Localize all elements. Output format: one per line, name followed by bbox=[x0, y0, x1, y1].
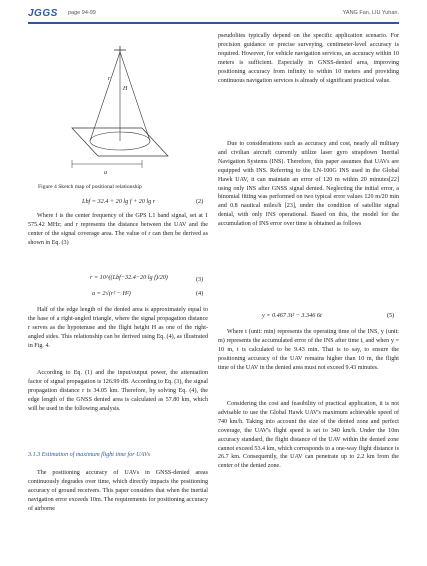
equation-2: Lbf = 32.4 + 20 lg f + 20 lg r bbox=[82, 198, 156, 205]
left-paragraph-1: Where f is the center frequency of the GPS L1 band signal, set at 1 575.42 MHz; and r represents the distance between the UAV and the center of the signal coverage area. The value of r can then be derived as shown in Eq. (3) bbox=[28, 213, 208, 246]
left-paragraph-4: The positioning accuracy of UAVs in GNSS-denied areas continuously degrades over time, which directly impacts the positioning accuracy of ground receivers. This paper considers that when the inertial navigation error exceeds 10m. The requirements for positioning accuracy of airborne bbox=[28, 470, 208, 512]
left-paragraph-2: Half of the edge length of the denied area is approximately equal to the base of a right-angled triangle, where the signal propagation distance r serves as the hypotenuse and the flight height H as one of the right-angled sides. This relationship can be derived using Eq. (4), as illustrated in Fig. 4. bbox=[28, 307, 208, 349]
right-paragraph-1: pseudolites typically depend on the specific application scenario. For precision guidance or precise surveying, centimeter-level accuracy is required. However, for vehicle navigation services, an accuracy within 10 meters is sufficient. Especially in GNSS-denied area, improving positioning accuracy from infinity to within 10 meters and providing continuous navigation services is already of significant practical value. bbox=[218, 33, 399, 84]
page-header bbox=[28, 8, 399, 22]
equation-4-number: (4) bbox=[196, 290, 204, 297]
right-paragraph-3: Where t (unit: min) represents the operating time of the INS, y (unit: m) represents the accumulated error of the INS after time t, and when y = 10 m, t is calculated to be 9.43 min. That is to say, to ensure the positioning accuracy of the UAV remains higher than 10 m, the flight time of the UAV in the denied area must not exceed 9.43 minutes. bbox=[218, 329, 399, 371]
equation-3: r = 10^((Lbf−32.4−20 lg f)/20) bbox=[90, 274, 168, 281]
equation-5: y = 0.467 3t² − 3.346 6t bbox=[262, 312, 322, 319]
right-paragraph-2: Due to considerations such as accuracy and cost, nearly all military and civilian aircraft currently utilize laser gyro strapdown Inertial Navigation Systems (INS). Therefore, this paper assumes that UAVs are equipped with INS. Referring to the LN-100G INS used in the Global Hawk UAV, it can maintain an error of 120 m within 20 minutes[22] using only INS after GNSS signal denied. Neglecting the initial error, a binomial fitting was performed on two typical error values 120 m/20 min and 0.8 nautical miles/h [23], under the condition of satellite signal denial, with only INS operational. Based on this, the model for the accumulation of INS error over time is obtained as follows bbox=[218, 141, 399, 228]
journal-logo: JGGS bbox=[28, 8, 58, 19]
label-a: a bbox=[104, 170, 107, 176]
right-paragraph-4: Considering the cost and feasibility of practical application, it is not advisable to use the Global Hawk UAV's maximum achievable speed of 740 km/h. Taking into account the size of the denied zone and perfect coverage, the UAV's flight speed is set to 340 km/h. Under the 10m accuracy standard, the flight distance of the UAV within the denied zone cannot exceed 53.4 km, which corresponds to a one-way flight distance is 26.7 km. Consequently, the UAV can penetrate up to 2.2 km from the center of the denied zone. bbox=[218, 401, 399, 470]
left-paragraph-3: According to Eq. (1) and the input/output power, the attenuation factor of signal propagation is 126.99 dB. According to Eq. (3), the signal propagation distance r is 34.05 km. Therefore, by solving Eq. (4), the edge length of the GNSS denied area is calculated as 57.80 km, which will be used in the following analysis. bbox=[28, 370, 208, 412]
running-authors: YANG Fan, LIU Yuhan. bbox=[342, 10, 399, 16]
equation-2-number: (2) bbox=[196, 198, 204, 205]
equation-4: a = 2√(r² − H²) bbox=[92, 290, 131, 297]
page-range: page 94-99 bbox=[68, 10, 96, 16]
figure-4 bbox=[28, 32, 208, 190]
header-rule bbox=[28, 22, 399, 24]
figure-caption: Figure 4 Sketch map of positional relationship bbox=[38, 184, 142, 190]
label-r: r bbox=[108, 76, 111, 82]
positional-sketch bbox=[64, 40, 174, 180]
label-h: H bbox=[123, 86, 128, 92]
equation-5-number: (5) bbox=[387, 312, 395, 319]
section-subheading: 3.1.3 Estimation of maximum flight time for UAVs bbox=[28, 452, 151, 458]
equation-3-number: (3) bbox=[196, 276, 204, 283]
